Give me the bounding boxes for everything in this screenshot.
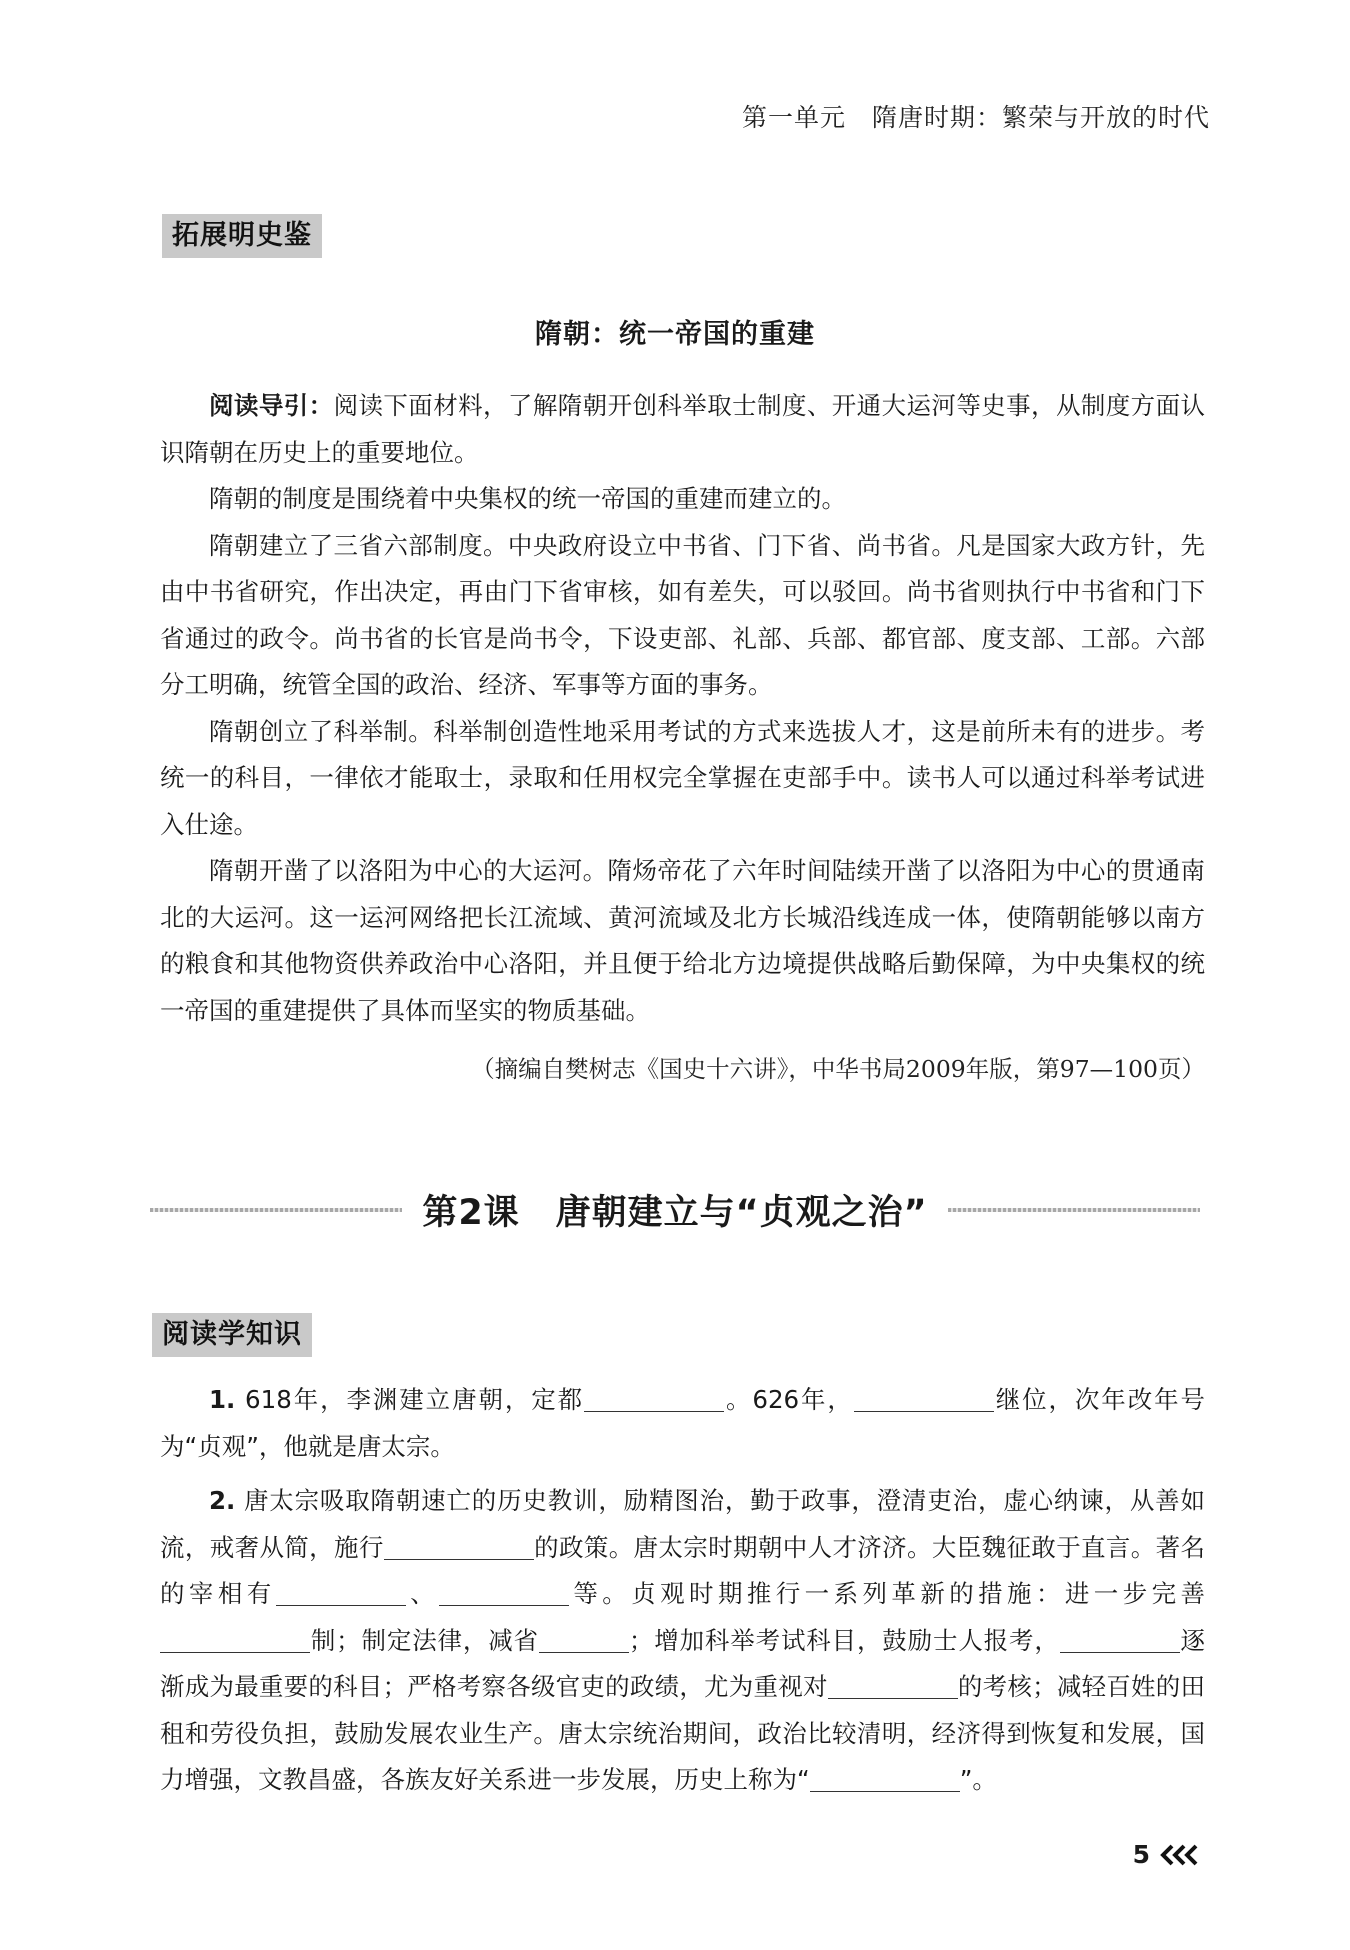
article-paragraph: 隋朝的制度是围绕着中央集权的统一帝国的重建而建立的。 [209,484,846,513]
article-paragraph: 隋朝建立了三省六部制度。中央政府设立中书省、门下省、尚书省。凡是国家大政方针，先由中书省研究，作出决定，再由门下省审核，如有差失，可以驳回。尚书省则执行中书省和门下省通过的政令。尚书省的长官是尚书令，下设吏部、礼部、兵部、都官部、度支部、工部。六部分工明确，统管全国的政治、经济、军事等方面的事务。 [160,530,1205,699]
decorative-line-right [948,1208,1200,1212]
question-1-text [160,1377,1205,1470]
question-text: 的考核；减轻百姓的田租和劳役负担，鼓励发展农业生产。唐太宗统治期间，政治比较清明，经济得到恢复和发展，国力增强，文教昌盛，各族友好关系进一步发展，历史上称为“ [160,1672,1205,1794]
question-text: 、 [405,1579,439,1608]
article-body [160,476,1205,1034]
question-text: 制；制定法律，减省 [310,1625,539,1655]
question-text: 618年，李渊建立唐朝，定都 [235,1385,585,1414]
question-text: 继位，次年改年号为“贞观”，他就是唐太宗。 [160,1385,1206,1461]
article-paragraph: 隋朝创立了科举制。科举制创造性地采用考试的方式来选拔人才，这是前所未有的进步。考统一的科目，一律依才能取士，录取和任用权完全掌握在吏部手中。读书人可以通过科举考试进入仕途。 [160,716,1205,839]
article-title: 隋朝：统一帝国的重建 [535,319,815,350]
question-text: 等。贞观时期推行一系列革新的措施：进一步完善 [568,1579,1206,1608]
answer-blank[interactable] [160,1624,310,1653]
answer-blank[interactable] [828,1670,958,1699]
reading-guide-label: 阅读导引： [209,391,334,420]
article-paragraph: 隋朝开凿了以洛阳为中心的大运河。隋炀帝花了六年时间陆续开凿了以洛阳为中心的贯通南北的大运河。这一运河网络把长江流域、黄河流域及北方长城沿线连成一体，使隋朝能够以南方的粮食和其他物资供养政治中心洛阳，并且便于给北方边境提供战略后勤保障，为中央集权的统一帝国的重建提供了具体而坚实的物质基础。 [160,856,1205,1025]
question-text: ；增加科举考试科目，鼓励士人报考， [628,1625,1060,1655]
question-text: 唐太宗吸取隋朝速亡的历史教训，励精图治，勤于政事，澄清吏治，虚心纳谏，从善如流，戒奢从简，施行 [160,1486,1205,1562]
answer-blank[interactable] [810,1763,960,1792]
answer-blank[interactable] [384,1531,534,1560]
reading-guide [160,383,1205,476]
section-tag-extension: 拓展明史鉴 [162,214,322,258]
page-footer [1133,1840,1200,1869]
question-2-text [160,1478,1205,1804]
question-number: 1. [209,1385,236,1414]
answer-blank[interactable] [539,1624,629,1653]
lesson-heading [150,1185,1200,1235]
answer-blank[interactable] [584,1383,724,1412]
question-text: 的政策。唐太宗时期朝中人才济济。大臣魏征敢于直言。著名的宰相有 [160,1532,1205,1608]
question-text: ”。 [959,1765,997,1794]
reading-guide-paragraph [160,383,1205,476]
question-text: 逐渐成为最重要的科目；严格考察各级官吏的政绩，尤为重视对 [160,1625,1206,1701]
answer-blank[interactable] [854,1383,994,1412]
answer-blank[interactable] [276,1577,406,1606]
question-number: 2. [209,1486,236,1515]
question-text: 。626年， [724,1385,854,1414]
triple-chevron-icon [1160,1844,1200,1866]
decorative-line-left [150,1208,402,1212]
reading-guide-text: 阅读下面材料，了解隋朝开创科举取士制度、开通大运河等史事，从制度方面认识隋朝在历史上的重要地位。 [160,391,1206,467]
lesson-title: 第2课 唐朝建立与“贞观之治” [422,1193,928,1233]
question-2 [160,1478,1205,1804]
source-citation: （摘编自樊树志《国史十六讲》，中华书局2009年版，第97—100页） [471,1055,1205,1083]
question-1 [160,1377,1205,1470]
section-tag-reading: 阅读学知识 [152,1313,312,1357]
running-header: 第一单元 隋唐时期：繁荣与开放的时代 [741,103,1210,132]
answer-blank[interactable] [439,1577,569,1606]
page-number: 5 [1132,1840,1150,1869]
answer-blank[interactable] [1060,1624,1180,1653]
